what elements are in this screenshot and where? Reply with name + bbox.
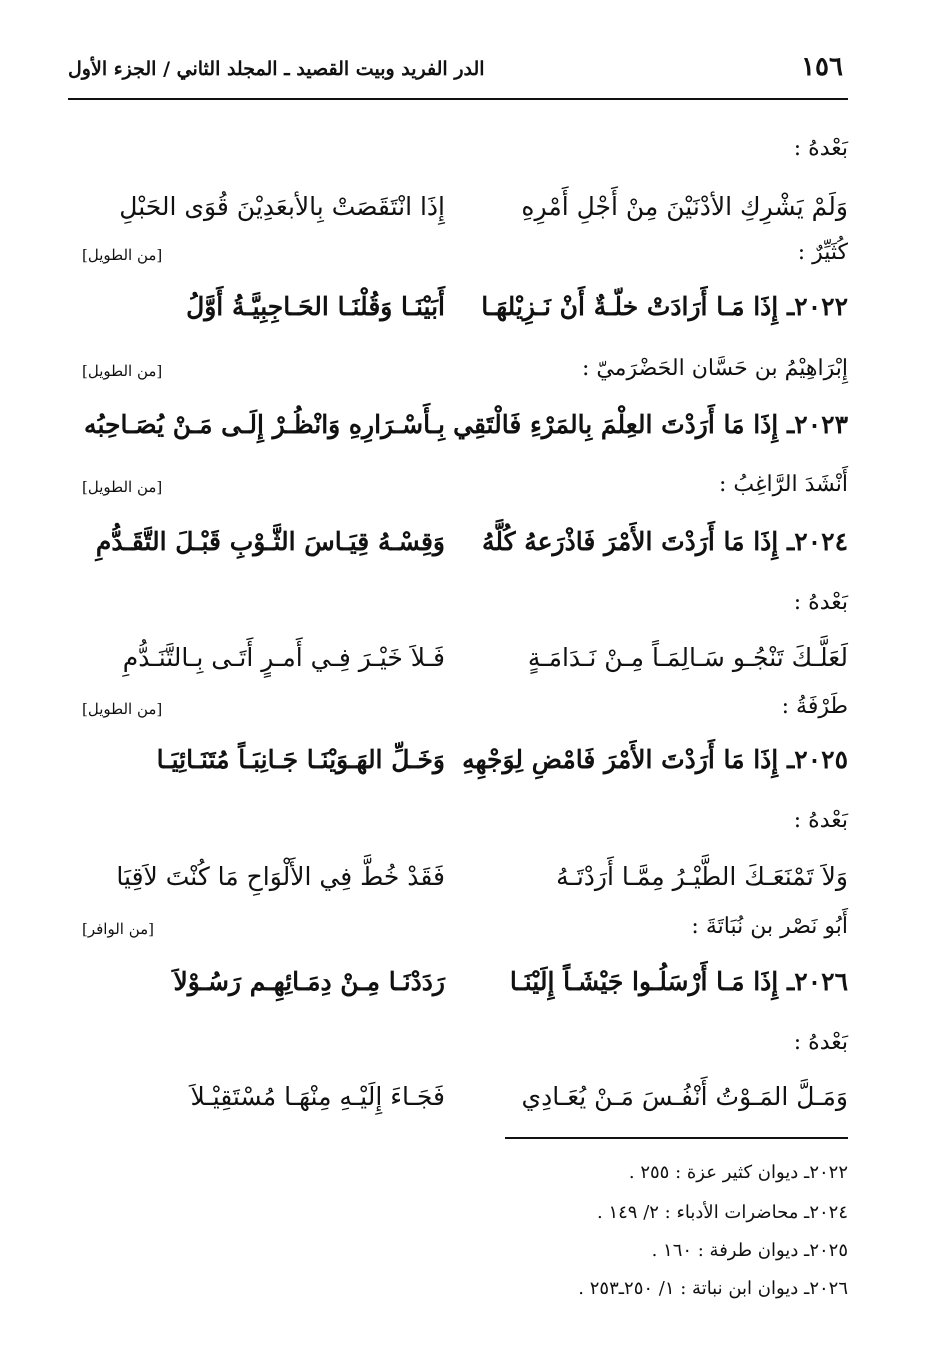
- footnote: ٢٠٢٤ـ محاضرات الأدباء : ٢/ ١٤٩ .: [597, 1202, 848, 1223]
- verse-second-hemistich: أَبَيْنَـا وَقُلْنَـا الحَـاجِبِيَّـةُ أَوَّلُ: [186, 292, 445, 321]
- page-number: ١٥٦: [801, 52, 843, 82]
- poet-label: أَبُو نَصْر بن نُبَاتَةَ :: [691, 914, 848, 939]
- poet-label: طَرْفَةُ :: [781, 694, 848, 719]
- footnote: ٢٠٢٦ـ ديوان ابن نباتة : ١/ ٢٥٠ـ٢٥٣ .: [578, 1278, 848, 1299]
- verse-second-hemistich: إِذَا انْتَقَصَتْ بِالأبعَدِيْنَ قُوَى الحَبْلِ: [119, 192, 445, 221]
- verse-first-hemistich: ٢٠٢٤ـ إِذَا مَا أَرَدْتَ الأَمْرَ فَاذْرَعهُ كُلَّهُ: [481, 527, 848, 556]
- verse-first-hemistich: ٢٠٢٣ـ إِذَا مَا أَرَدْتَ العِلْمَ بِالمَرْءِ فَالْتَقِي: [453, 410, 848, 439]
- verse-second-hemistich: وَخَـلِّ الهَـوَيْنَـا جَـانِبَـاً مُتَنَـائِيَـا: [156, 745, 445, 774]
- footnote: ٢٠٢٢ـ ديوان كثير عزة : ٢٥٥ .: [628, 1162, 848, 1183]
- verse-first-hemistich: ٢٠٢٥ـ إِذَا مَا أَرَدْتَ الأَمْرَ فَامْضِ لِوَجْهِهِ: [462, 745, 848, 774]
- verse-first-hemistich: ٢٠٢٦ـ إِذَا مَـا أَرْسَلُـوا جَيْشَـاً إِلَيْنَـا: [509, 967, 848, 996]
- poet-label: كُثَيِّرٌ :: [797, 240, 848, 265]
- poet-label: بَعْدهُ :: [793, 808, 848, 833]
- verse-second-hemistich: وَقِسْـهُ قِيَـاسَ الثَّـوْبِ قَبْـلَ التَّقَـدُّمِ: [95, 527, 445, 556]
- poet-label: بَعْدهُ :: [793, 136, 848, 161]
- meter-tag: [من الوافر]: [82, 920, 155, 938]
- verse-second-hemistich: فَجَـاءَ إِلَيْـهِ مِنْهَـا مُسْتَقِيْـلاَ: [190, 1082, 445, 1111]
- meter-tag: [من الطويل]: [82, 362, 163, 380]
- running-header-title: الدر الفريد وبيت القصيد ـ المجلد الثاني / الجزء الأول: [68, 58, 485, 80]
- verse-first-hemistich: وَلاَ تَمْنَعَـكَ الطَّيْـرُ مِمَّـا أَرَدْتَـهُ: [556, 862, 848, 891]
- poet-label: بَعْدهُ :: [793, 590, 848, 615]
- meter-tag: [من الطويل]: [82, 700, 163, 718]
- footnote-divider: [505, 1137, 848, 1139]
- poet-label: أَنْشَدَ الرَّاغِبُ :: [719, 472, 848, 497]
- verse-first-hemistich: وَمَـلَّ المَـوْتُ أَنْفُـسَ مَـنْ يُعَـادِي: [521, 1082, 848, 1111]
- footnote: ٢٠٢٥ـ ديوان طرفة : ١٦٠ .: [651, 1240, 848, 1261]
- verse-first-hemistich: ٢٠٢٢ـ إِذَا مَـا أَرَادَتْ خلّـةٌ أَنْ نَـزِيْلهَـا: [481, 292, 848, 321]
- poet-label: إِبْرَاهِيْمُ بن حَسَّان الحَضْرَميّ :: [581, 356, 848, 381]
- verse-first-hemistich: لَعَلَّـكَ تَنْجُـو سَـالِمَـاً مِـنْ نَـدَامَـةٍ: [527, 643, 848, 672]
- verse-second-hemistich: بِـأَسْـرَارِهِ وَانْظُـرْ إِلَـى مَـنْ يُصَـاحِبُه: [84, 410, 445, 439]
- header-divider: [68, 98, 848, 100]
- verse-second-hemistich: فَقَدْ خُطَّ فِي الأَلْوَاحِ مَا كُنْتَ لاَقِيَا: [116, 862, 445, 891]
- meter-tag: [من الطويل]: [82, 246, 163, 264]
- verse-first-hemistich: وَلَمْ يَشْرِكِ الأدْنَيْنَ مِنْ أَجْلِ أَمْرِهِ: [521, 192, 848, 221]
- verse-second-hemistich: رَدَدْنَـا مِـنْ دِمَـائِهِـم رَسُـوْلاَ: [173, 967, 445, 996]
- meter-tag: [من الطويل]: [82, 478, 163, 496]
- verse-second-hemistich: فَـلاَ خَيْـرَ فِـي أَمـرٍ أَتَـى بِـالتَّنَـدُّمِ: [122, 643, 445, 672]
- poet-label: بَعْدهُ :: [793, 1030, 848, 1055]
